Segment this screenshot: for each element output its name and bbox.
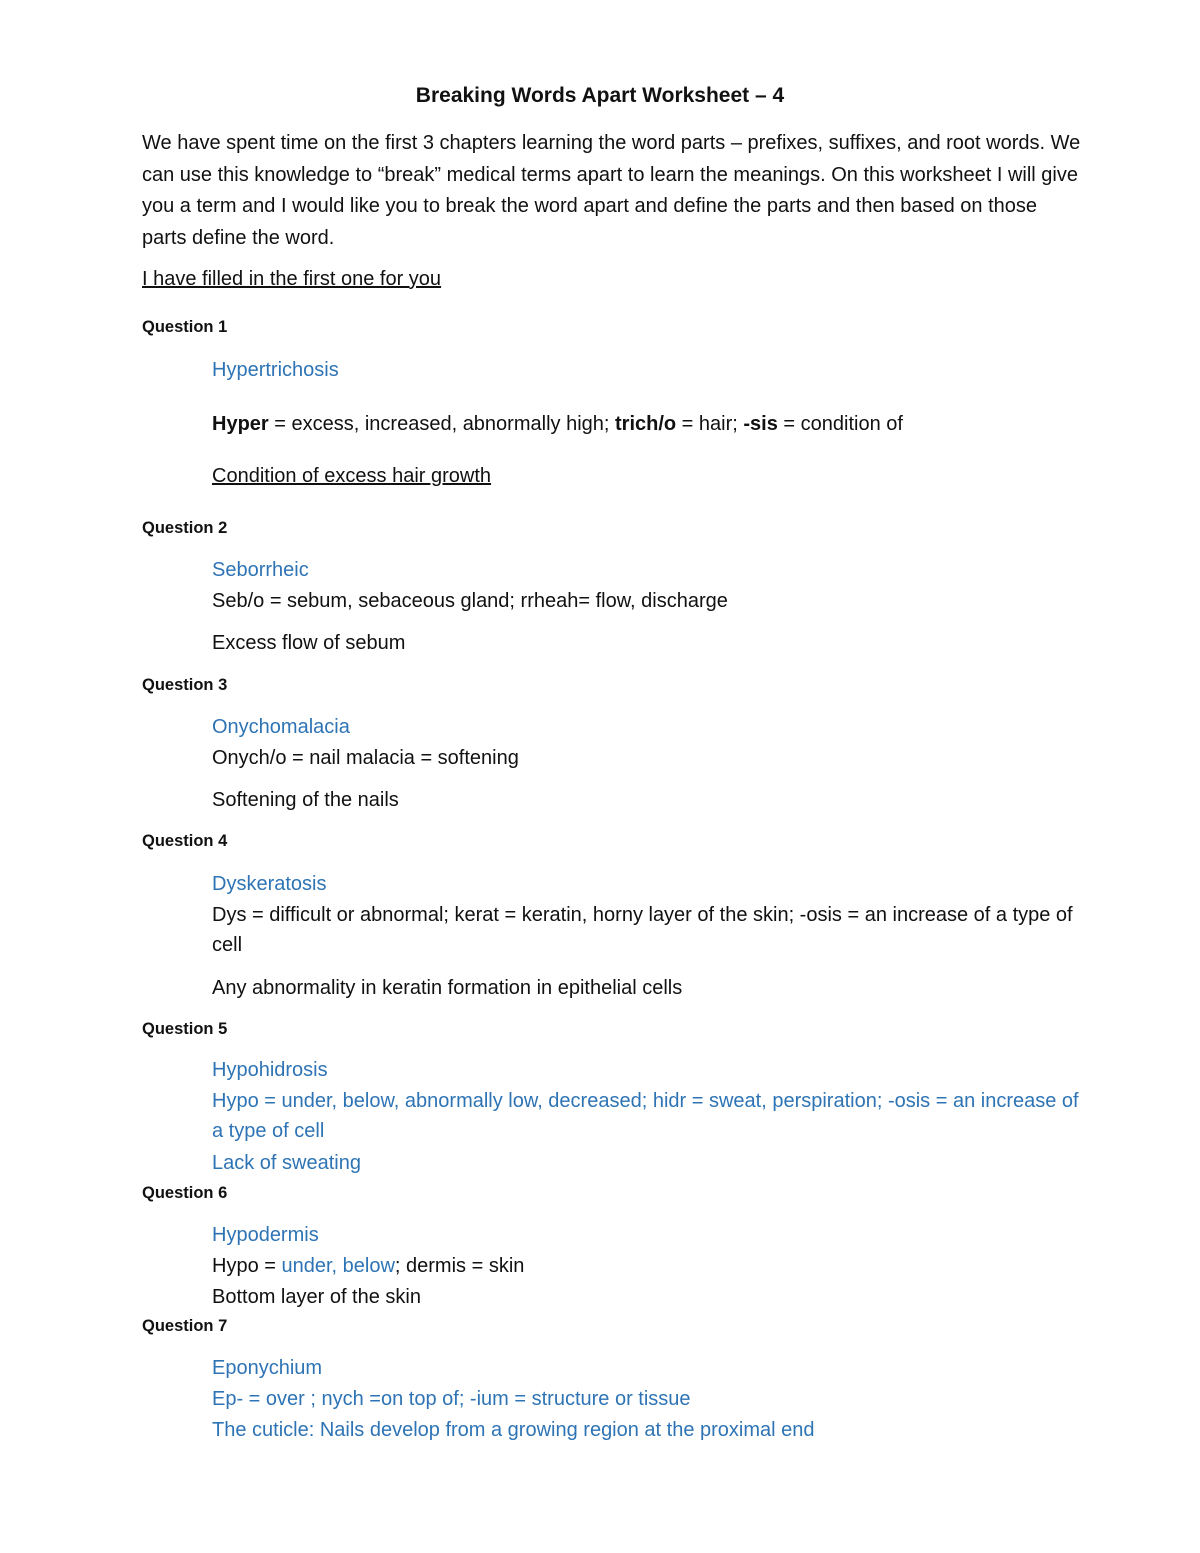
question-2-definition: Excess flow of sebum (212, 632, 406, 654)
question-7-term: Eponychium (212, 1357, 323, 1379)
question-7-parts: Ep- = over ; nych =on top of; -ium = structure or tissue (212, 1388, 691, 1410)
question-4-definition: Any abnormality in keratin formation in epithelial cells (212, 977, 683, 999)
question-3-definition: Softening of the nails (212, 789, 399, 811)
question-3-label: Question 3 (142, 676, 228, 694)
question-6-definition: Bottom layer of the skin (212, 1286, 421, 1308)
question-2-label: Question 2 (142, 519, 228, 537)
question-5-definition: Lack of sweating (212, 1152, 361, 1174)
question-1-parts (212, 409, 903, 439)
q1-part-sis: -sis (743, 413, 778, 435)
q6-part-hypo: Hypo = (212, 1255, 282, 1277)
question-4-term: Dyskeratosis (212, 873, 327, 895)
question-4-label: Question 4 (142, 832, 228, 850)
q1-part-trich-def: = hair; (676, 413, 744, 435)
q1-part-hyper: Hyper (212, 413, 269, 435)
q1-part-hyper-def: = excess, increased, abnormally high; (268, 413, 615, 435)
question-7-label: Question 7 (142, 1317, 228, 1335)
q1-part-sis-def: = condition of (777, 413, 903, 435)
intro-paragraph: We have spent time on the first 3 chapters learning the word parts – prefixes, suffixes, and root words. We can use this knowledge to “break” medical terms apart to learn the meanings. On this worksheet I will give you a term and I would like you to break the word apart and define the parts and then based on those parts define the word. (142, 132, 1081, 249)
question-5-term: Hypohidrosis (212, 1059, 328, 1081)
q6-part-hypo-def: under, below (281, 1255, 395, 1277)
question-3-term: Onychomalacia (212, 716, 350, 738)
question-3-parts: Onych/o = nail malacia = softening (212, 747, 519, 769)
question-2-term: Seborrheic (212, 559, 309, 581)
question-2-parts: Seb/o = sebum, sebaceous gland; rrheah= flow, discharge (212, 590, 728, 612)
q1-part-trich: trich/o (615, 413, 677, 435)
question-4-parts: Dys = difficult or abnormal; kerat = keratin, horny layer of the skin; -osis = an increase of a type of cell (212, 904, 1073, 956)
question-1-definition: Condition of excess hair growth (212, 465, 492, 487)
question-6-term: Hypodermis (212, 1224, 319, 1246)
question-1-term: Hypertrichosis (212, 359, 339, 381)
question-5-parts: Hypo = under, below, abnormally low, decreased; hidr = sweat, perspiration; -osis = an increase of a type of cell (212, 1090, 1079, 1142)
question-7-definition: The cuticle: Nails develop from a growing region at the proximal end (212, 1419, 815, 1441)
question-6-parts (212, 1251, 524, 1281)
question-6-label: Question 6 (142, 1184, 228, 1202)
q6-part-dermis: ; dermis = skin (394, 1255, 525, 1277)
question-5-label: Question 5 (142, 1020, 228, 1038)
worksheet-title: Breaking Words Apart Worksheet – 4 (415, 84, 785, 107)
question-1-label: Question 1 (142, 318, 228, 336)
example-note: I have filled in the first one for you (142, 268, 442, 290)
